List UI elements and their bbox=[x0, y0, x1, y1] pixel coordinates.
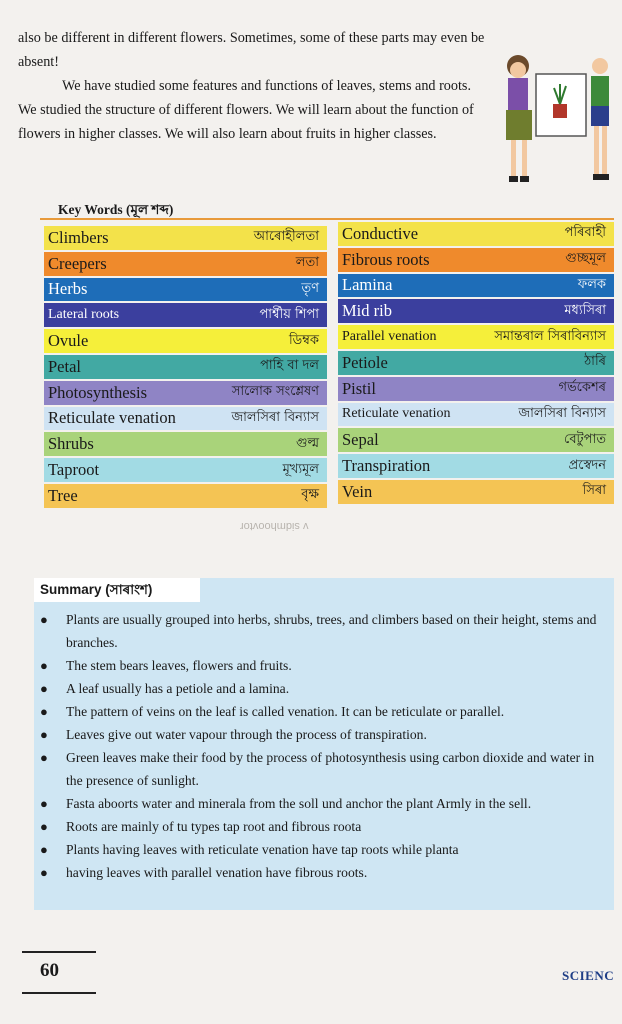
summary-item: ● Plants are usually grouped into herbs, shrubs, trees, and climbers based on their height, stems and branches. bbox=[34, 608, 614, 654]
key-word-row bbox=[44, 432, 327, 456]
summary-item: ● Plants having leaves with reticulate venation have tap roots while planta bbox=[34, 838, 614, 861]
key-word-row bbox=[44, 278, 327, 302]
key-word-english: Parallel venation bbox=[342, 329, 437, 345]
key-word-assamese: মূখ্যমূল bbox=[282, 461, 319, 477]
bullet-icon: ● bbox=[40, 842, 48, 857]
key-word-assamese: মধ্যসিৰা bbox=[564, 302, 606, 318]
key-word-row bbox=[338, 428, 614, 452]
key-word-assamese: সিৰা bbox=[582, 483, 606, 499]
summary-item: ● having leaves with parallel venation have fibrous roots. bbox=[34, 861, 614, 884]
key-word-row bbox=[338, 351, 614, 375]
bullet-icon: ● bbox=[40, 727, 48, 742]
bullet-icon: ● bbox=[40, 612, 48, 627]
bullet-icon: ● bbox=[40, 750, 48, 765]
children-with-chart-illustration bbox=[496, 48, 616, 196]
bullet-icon: ● bbox=[40, 704, 48, 719]
key-word-assamese: তৃণ bbox=[301, 280, 319, 296]
key-word-assamese: পাৰ্শ্বীয় শিপা bbox=[259, 306, 319, 322]
key-word-english: Ovule bbox=[48, 331, 89, 351]
key-word-english: Herbs bbox=[48, 279, 88, 299]
key-words-right-column bbox=[338, 222, 614, 506]
key-word-english: Reticulate venation bbox=[342, 406, 451, 422]
key-word-row bbox=[44, 355, 327, 379]
key-words-left-column bbox=[44, 226, 327, 510]
summary-item: ● A leaf usually has a petiole and a lamina. bbox=[34, 677, 614, 700]
key-word-english: Transpiration bbox=[342, 456, 431, 476]
key-word-english: Petal bbox=[48, 356, 81, 376]
key-word-row bbox=[338, 299, 614, 323]
key-word-english: Pistil bbox=[342, 378, 376, 398]
key-word-english: Mid rib bbox=[342, 301, 392, 321]
key-word-assamese: আৰোহীলতা bbox=[253, 229, 319, 245]
key-word-row bbox=[44, 407, 327, 431]
key-word-english: Lamina bbox=[342, 275, 393, 295]
key-word-assamese: বৃক্ষ bbox=[301, 487, 319, 503]
key-word-english: Conductive bbox=[342, 223, 419, 243]
key-word-row bbox=[44, 226, 327, 250]
key-words-title: Key Words (মূল শব্দ) bbox=[58, 202, 174, 217]
summary-title: Summary (সাৰাংশ) bbox=[34, 578, 200, 602]
summary-item: ● Leaves give out water vapour through the process of transpiration. bbox=[34, 723, 614, 746]
key-word-assamese: জালসিৰা বিন্যাস bbox=[518, 405, 606, 421]
key-word-row bbox=[44, 329, 327, 353]
key-word-assamese: পাহি বা দল bbox=[260, 358, 319, 374]
key-word-assamese: পৰিবাহী bbox=[564, 225, 606, 241]
summary-box bbox=[34, 578, 614, 910]
page-number-rule-top bbox=[22, 951, 96, 953]
page-number: 60 bbox=[40, 960, 59, 981]
show-through-text: v sidmhoovtor bbox=[240, 520, 309, 532]
key-words-rule bbox=[40, 218, 614, 220]
key-word-assamese: গৰ্ভকেশৰ bbox=[558, 380, 606, 396]
subject-label: SCIENC bbox=[562, 968, 615, 983]
bullet-icon: ● bbox=[40, 658, 48, 673]
key-word-row bbox=[44, 252, 327, 276]
key-word-row bbox=[44, 381, 327, 405]
bullet-icon: ● bbox=[40, 681, 48, 696]
key-word-row bbox=[338, 377, 614, 401]
summary-item: ● Green leaves make their food by the process of photosynthesis using carbon dioxide and water in the presence of sunlight. bbox=[34, 746, 614, 792]
key-word-row bbox=[338, 403, 614, 427]
key-word-row bbox=[44, 484, 327, 508]
key-word-english: Shrubs bbox=[48, 434, 94, 454]
key-word-row bbox=[338, 480, 614, 504]
key-word-english: Vein bbox=[342, 481, 373, 501]
summary-list bbox=[34, 608, 614, 884]
key-word-english: Photosynthesis bbox=[48, 382, 148, 402]
key-word-english: Sepal bbox=[342, 430, 379, 450]
key-word-assamese: সমান্তৰাল সিৰাবিন্যাস bbox=[494, 328, 606, 344]
intro-text bbox=[18, 26, 486, 146]
key-word-row bbox=[338, 274, 614, 298]
key-word-row bbox=[44, 458, 327, 482]
key-word-english: Lateral roots bbox=[48, 307, 120, 323]
key-word-row bbox=[338, 222, 614, 246]
bullet-icon: ● bbox=[40, 796, 48, 811]
key-word-english: Tree bbox=[48, 485, 78, 505]
summary-item: ● The pattern of veins on the leaf is called venation. It can be reticulate or parallel. bbox=[34, 700, 614, 723]
key-word-assamese: লতা bbox=[295, 255, 319, 271]
key-word-assamese: ঠাৰি bbox=[584, 354, 606, 370]
bullet-icon: ● bbox=[40, 819, 48, 834]
summary-item: ● Roots are mainly of tu types tap root and fibrous roota bbox=[34, 815, 614, 838]
key-word-english: Climbers bbox=[48, 227, 109, 247]
key-word-row bbox=[338, 454, 614, 478]
key-word-assamese: ফলক bbox=[577, 276, 606, 292]
key-word-row bbox=[44, 303, 327, 327]
key-word-row bbox=[338, 248, 614, 272]
key-word-english: Fibrous roots bbox=[342, 249, 430, 269]
page-number-rule-bottom bbox=[22, 992, 96, 994]
key-word-row bbox=[338, 325, 614, 349]
key-word-assamese: বেটুপাত bbox=[564, 431, 606, 447]
key-word-english: Creepers bbox=[48, 253, 107, 273]
intro-line: also be different in different flowers. Sometimes, some of these parts may even be absent! bbox=[18, 30, 485, 70]
key-word-assamese: জালসিৰা বিন্যাস bbox=[231, 409, 319, 425]
key-word-assamese: প্ৰস্বেদন bbox=[568, 457, 606, 473]
key-word-english: Petiole bbox=[342, 352, 388, 372]
key-word-assamese: সালোক সংশ্লেষণ bbox=[231, 384, 319, 400]
bullet-icon: ● bbox=[40, 865, 48, 880]
intro-paragraph: We have studied some features and functions of leaves, stems and roots. We studied the structure of different flowers. We will learn about the function of flowers in higher classes. We will also learn about fruits in higher classes. bbox=[18, 78, 474, 142]
key-word-english: Reticulate venation bbox=[48, 408, 176, 428]
summary-item: ● The stem bears leaves, flowers and fruits. bbox=[34, 654, 614, 677]
key-word-assamese: ডিম্বক bbox=[288, 332, 319, 348]
key-word-assamese: গুল্ম bbox=[295, 435, 319, 451]
key-word-english: Taproot bbox=[48, 460, 100, 480]
key-word-assamese: গুচ্ছমূল bbox=[565, 251, 606, 267]
summary-item: ● Fasta aboorts water and minerala from the soll und anchor the plant Armly in the sell. bbox=[34, 792, 614, 815]
